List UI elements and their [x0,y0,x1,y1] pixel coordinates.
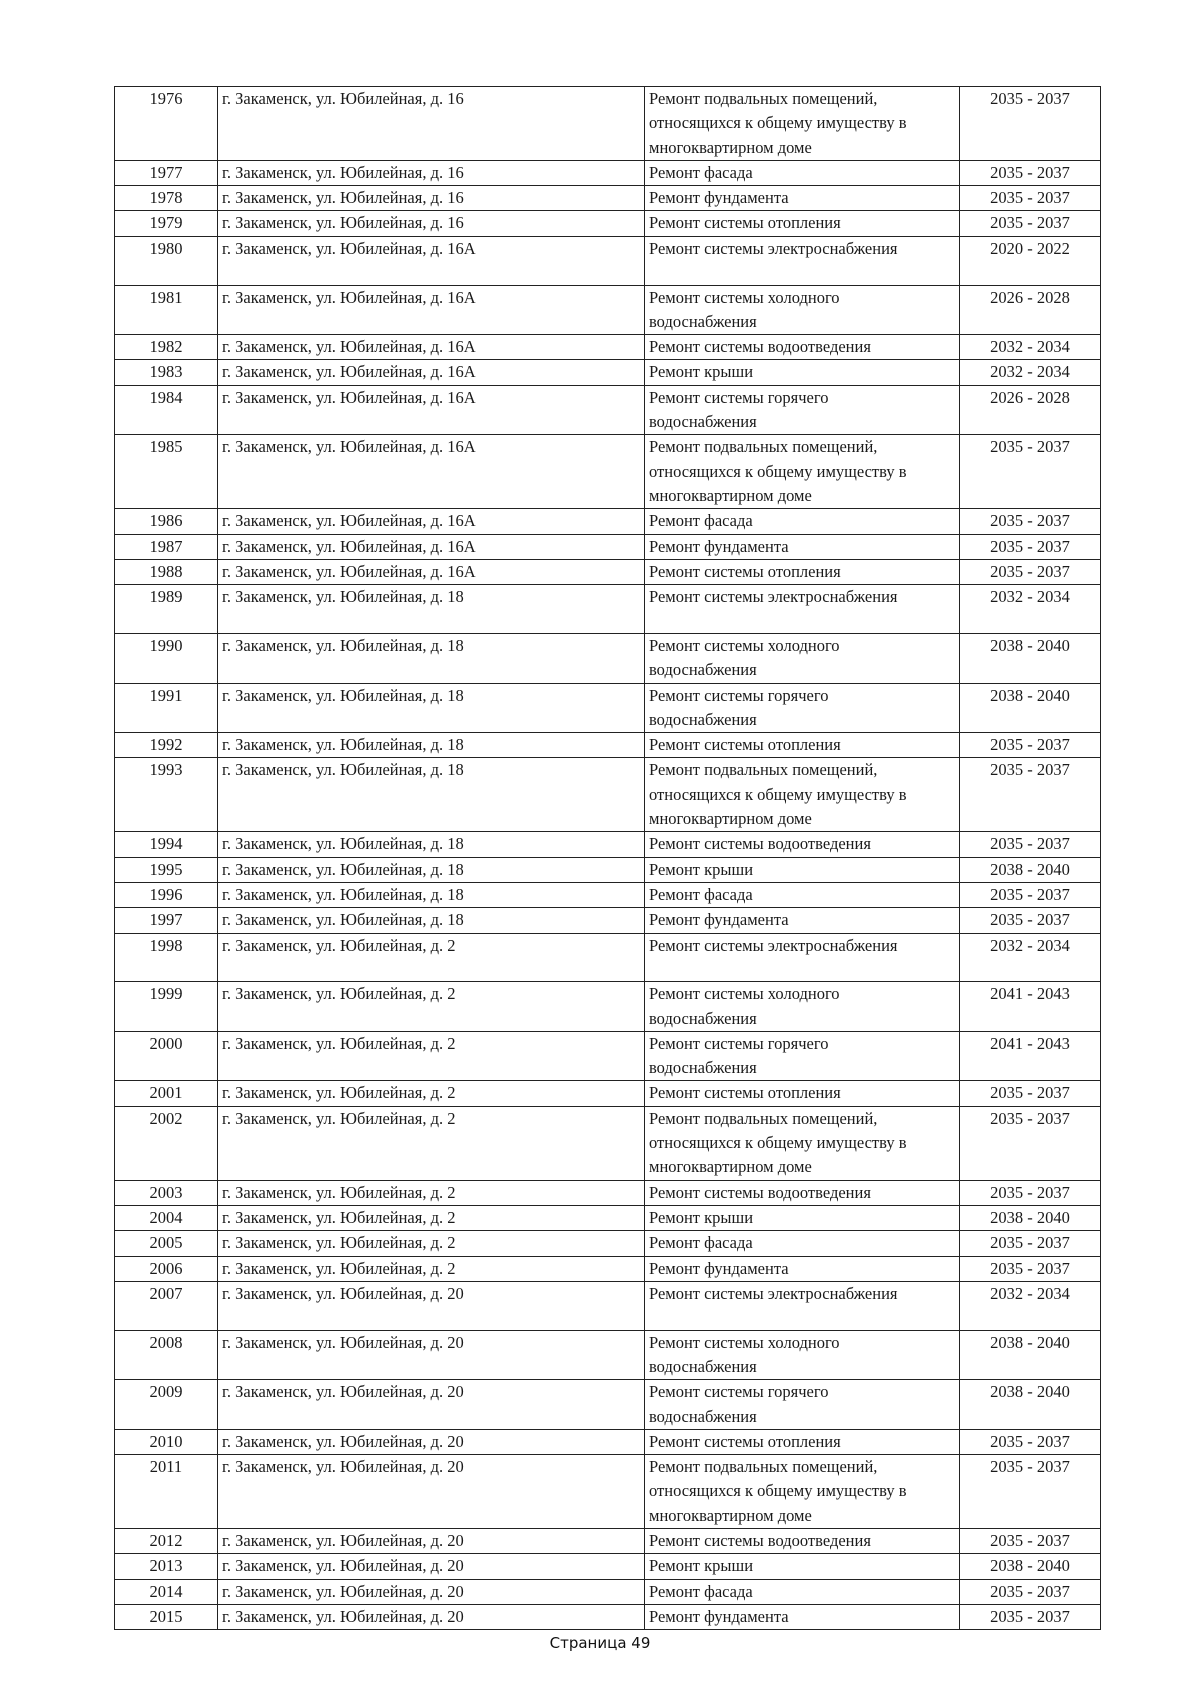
work-type-cell: Ремонт фасада [645,509,960,534]
period-cell: 2041 - 2043 [960,982,1101,1032]
work-type-cell: Ремонт фундамента [645,534,960,559]
work-type-cell: Ремонт системы отопления [645,211,960,236]
address-cell: г. Закаменск, ул. Юбилейная, д. 18 [218,758,645,832]
period-cell: 2035 - 2037 [960,435,1101,509]
period-cell: 2041 - 2043 [960,1031,1101,1081]
work-type-cell: Ремонт системы холодного водоснабжения [645,633,960,683]
table-row [115,982,1101,1032]
work-type-cell: Ремонт системы холодного водоснабжения [645,982,960,1032]
table-row [115,1031,1101,1081]
period-cell: 2035 - 2037 [960,1429,1101,1454]
period-cell: 2035 - 2037 [960,559,1101,584]
table-row [115,1281,1101,1330]
row-number-cell: 1977 [115,160,218,185]
address-cell: г. Закаменск, ул. Юбилейная, д. 20 [218,1330,645,1380]
period-cell: 2035 - 2037 [960,1455,1101,1529]
period-cell: 2038 - 2040 [960,683,1101,733]
address-cell: г. Закаменск, ул. Юбилейная, д. 16А [218,385,645,435]
address-cell: г. Закаменск, ул. Юбилейная, д. 20 [218,1429,645,1454]
address-cell: г. Закаменск, ул. Юбилейная, д. 16А [218,236,645,285]
address-cell: г. Закаменск, ул. Юбилейная, д. 2 [218,1031,645,1081]
address-cell: г. Закаменск, ул. Юбилейная, д. 20 [218,1579,645,1604]
period-cell: 2035 - 2037 [960,1256,1101,1281]
table-row [115,1380,1101,1430]
address-cell: г. Закаменск, ул. Юбилейная, д. 18 [218,633,645,683]
address-cell: г. Закаменск, ул. Юбилейная, д. 18 [218,882,645,907]
table-row [115,211,1101,236]
period-cell: 2020 - 2022 [960,236,1101,285]
period-cell: 2035 - 2037 [960,534,1101,559]
row-number-cell: 1986 [115,509,218,534]
table-row [115,385,1101,435]
address-cell: г. Закаменск, ул. Юбилейная, д. 2 [218,933,645,982]
row-number-cell: 1991 [115,683,218,733]
work-type-cell: Ремонт крыши [645,857,960,882]
table-row [115,1330,1101,1380]
period-cell: 2026 - 2028 [960,385,1101,435]
row-number-cell: 1990 [115,633,218,683]
address-cell: г. Закаменск, ул. Юбилейная, д. 2 [218,1231,645,1256]
repair-schedule-table [114,86,1101,1630]
address-cell: г. Закаменск, ул. Юбилейная, д. 16А [218,509,645,534]
work-type-cell: Ремонт системы отопления [645,1081,960,1106]
row-number-cell: 2014 [115,1579,218,1604]
table-row [115,1554,1101,1579]
address-cell: г. Закаменск, ул. Юбилейная, д. 18 [218,908,645,933]
period-cell: 2035 - 2037 [960,758,1101,832]
work-type-cell: Ремонт системы отопления [645,733,960,758]
table-row [115,733,1101,758]
table-row [115,1205,1101,1230]
address-cell: г. Закаменск, ул. Юбилейная, д. 18 [218,733,645,758]
period-cell: 2035 - 2037 [960,832,1101,857]
table-row [115,882,1101,907]
row-number-cell: 1978 [115,186,218,211]
row-number-cell: 1992 [115,733,218,758]
table-row [115,758,1101,832]
work-type-cell: Ремонт фасада [645,882,960,907]
work-type-cell: Ремонт крыши [645,360,960,385]
period-cell: 2035 - 2037 [960,160,1101,185]
address-cell: г. Закаменск, ул. Юбилейная, д. 2 [218,1256,645,1281]
row-number-cell: 1989 [115,585,218,634]
table-row [115,1231,1101,1256]
row-number-cell: 2002 [115,1106,218,1180]
address-cell: г. Закаменск, ул. Юбилейная, д. 16А [218,285,645,335]
address-cell: г. Закаменск, ул. Юбилейная, д. 18 [218,683,645,733]
table-row [115,1081,1101,1106]
table-row [115,360,1101,385]
period-cell: 2035 - 2037 [960,509,1101,534]
work-type-cell: Ремонт системы отопления [645,1429,960,1454]
work-type-cell: Ремонт подвальных помещений, относящихся к общему имуществу в многоквартирном доме [645,1455,960,1529]
period-cell: 2035 - 2037 [960,1231,1101,1256]
table-row [115,236,1101,285]
table-row [115,1256,1101,1281]
table-row [115,633,1101,683]
row-number-cell: 2003 [115,1180,218,1205]
work-type-cell: Ремонт фундамента [645,1256,960,1281]
table-row [115,285,1101,335]
address-cell: г. Закаменск, ул. Юбилейная, д. 16 [218,87,645,161]
row-number-cell: 1999 [115,982,218,1032]
row-number-cell: 2007 [115,1281,218,1330]
work-type-cell: Ремонт системы водоотведения [645,1529,960,1554]
work-type-cell: Ремонт системы горячего водоснабжения [645,385,960,435]
address-cell: г. Закаменск, ул. Юбилейная, д. 20 [218,1380,645,1430]
period-cell: 2038 - 2040 [960,1330,1101,1380]
work-type-cell: Ремонт системы водоотведения [645,832,960,857]
table-row [115,683,1101,733]
table-row [115,908,1101,933]
work-type-cell: Ремонт системы электроснабжения [645,1281,960,1330]
address-cell: г. Закаменск, ул. Юбилейная, д. 20 [218,1455,645,1529]
work-type-cell: Ремонт подвальных помещений, относящихся к общему имуществу в многоквартирном доме [645,87,960,161]
row-number-cell: 1988 [115,559,218,584]
period-cell: 2035 - 2037 [960,1604,1101,1629]
row-number-cell: 2000 [115,1031,218,1081]
period-cell: 2038 - 2040 [960,1554,1101,1579]
period-cell: 2032 - 2034 [960,335,1101,360]
table-row [115,585,1101,634]
address-cell: г. Закаменск, ул. Юбилейная, д. 2 [218,1106,645,1180]
work-type-cell: Ремонт фундамента [645,1604,960,1629]
row-number-cell: 2013 [115,1554,218,1579]
period-cell: 2035 - 2037 [960,882,1101,907]
table-row [115,1579,1101,1604]
address-cell: г. Закаменск, ул. Юбилейная, д. 18 [218,832,645,857]
table-row [115,87,1101,161]
address-cell: г. Закаменск, ул. Юбилейная, д. 16А [218,559,645,584]
period-cell: 2035 - 2037 [960,1529,1101,1554]
work-type-cell: Ремонт подвальных помещений, относящихся к общему имуществу в многоквартирном доме [645,435,960,509]
row-number-cell: 2001 [115,1081,218,1106]
address-cell: г. Закаменск, ул. Юбилейная, д. 18 [218,857,645,882]
address-cell: г. Закаменск, ул. Юбилейная, д. 18 [218,585,645,634]
row-number-cell: 2008 [115,1330,218,1380]
table-row [115,335,1101,360]
period-cell: 2032 - 2034 [960,933,1101,982]
work-type-cell: Ремонт фундамента [645,186,960,211]
work-type-cell: Ремонт системы холодного водоснабжения [645,1330,960,1380]
address-cell: г. Закаменск, ул. Юбилейная, д. 20 [218,1554,645,1579]
work-type-cell: Ремонт системы водоотведения [645,335,960,360]
work-type-cell: Ремонт системы холодного водоснабжения [645,285,960,335]
row-number-cell: 1987 [115,534,218,559]
row-number-cell: 1985 [115,435,218,509]
address-cell: г. Закаменск, ул. Юбилейная, д. 16А [218,435,645,509]
period-cell: 2035 - 2037 [960,1180,1101,1205]
row-number-cell: 1981 [115,285,218,335]
table-row [115,1106,1101,1180]
row-number-cell: 2011 [115,1455,218,1529]
table-row [115,1529,1101,1554]
row-number-cell: 1996 [115,882,218,907]
row-number-cell: 1993 [115,758,218,832]
address-cell: г. Закаменск, ул. Юбилейная, д. 20 [218,1529,645,1554]
table-row [115,933,1101,982]
table-row [115,857,1101,882]
work-type-cell: Ремонт крыши [645,1205,960,1230]
table-row [115,1604,1101,1629]
row-number-cell: 1998 [115,933,218,982]
period-cell: 2035 - 2037 [960,1106,1101,1180]
row-number-cell: 1995 [115,857,218,882]
row-number-cell: 1994 [115,832,218,857]
table-row [115,509,1101,534]
period-cell: 2038 - 2040 [960,1205,1101,1230]
period-cell: 2035 - 2037 [960,733,1101,758]
row-number-cell: 2012 [115,1529,218,1554]
row-number-cell: 2015 [115,1604,218,1629]
period-cell: 2035 - 2037 [960,1579,1101,1604]
table-row [115,1455,1101,1529]
address-cell: г. Закаменск, ул. Юбилейная, д. 2 [218,1205,645,1230]
period-cell: 2035 - 2037 [960,908,1101,933]
period-cell: 2032 - 2034 [960,585,1101,634]
address-cell: г. Закаменск, ул. Юбилейная, д. 16А [218,335,645,360]
table-row [115,559,1101,584]
work-type-cell: Ремонт крыши [645,1554,960,1579]
row-number-cell: 2005 [115,1231,218,1256]
row-number-cell: 1980 [115,236,218,285]
period-cell: 2032 - 2034 [960,360,1101,385]
period-cell: 2038 - 2040 [960,633,1101,683]
address-cell: г. Закаменск, ул. Юбилейная, д. 16А [218,534,645,559]
address-cell: г. Закаменск, ул. Юбилейная, д. 2 [218,982,645,1032]
work-type-cell: Ремонт системы электроснабжения [645,236,960,285]
address-cell: г. Закаменск, ул. Юбилейная, д. 2 [218,1180,645,1205]
work-type-cell: Ремонт системы водоотведения [645,1180,960,1205]
work-type-cell: Ремонт фасада [645,1579,960,1604]
period-cell: 2035 - 2037 [960,211,1101,236]
address-cell: г. Закаменск, ул. Юбилейная, д. 20 [218,1281,645,1330]
work-type-cell: Ремонт подвальных помещений, относящихся к общему имуществу в многоквартирном доме [645,758,960,832]
row-number-cell: 2004 [115,1205,218,1230]
address-cell: г. Закаменск, ул. Юбилейная, д. 2 [218,1081,645,1106]
work-type-cell: Ремонт подвальных помещений, относящихся к общему имуществу в многоквартирном доме [645,1106,960,1180]
period-cell: 2038 - 2040 [960,857,1101,882]
period-cell: 2035 - 2037 [960,186,1101,211]
table-row [115,832,1101,857]
work-type-cell: Ремонт фасада [645,1231,960,1256]
address-cell: г. Закаменск, ул. Юбилейная, д. 16 [218,186,645,211]
address-cell: г. Закаменск, ул. Юбилейная, д. 16А [218,360,645,385]
work-type-cell: Ремонт фасада [645,160,960,185]
row-number-cell: 1982 [115,335,218,360]
work-type-cell: Ремонт системы электроснабжения [645,585,960,634]
work-type-cell: Ремонт системы отопления [645,559,960,584]
row-number-cell: 2009 [115,1380,218,1430]
work-type-cell: Ремонт системы горячего водоснабжения [645,1031,960,1081]
work-type-cell: Ремонт системы горячего водоснабжения [645,1380,960,1430]
row-number-cell: 1979 [115,211,218,236]
page-number: Страница 49 [549,1634,651,1652]
address-cell: г. Закаменск, ул. Юбилейная, д. 20 [218,1604,645,1629]
row-number-cell: 2010 [115,1429,218,1454]
table-row [115,160,1101,185]
row-number-cell: 1983 [115,360,218,385]
address-cell: г. Закаменск, ул. Юбилейная, д. 16 [218,211,645,236]
table-row [115,1429,1101,1454]
period-cell: 2035 - 2037 [960,1081,1101,1106]
period-cell: 2038 - 2040 [960,1380,1101,1430]
table-body [115,87,1101,1630]
row-number-cell: 2006 [115,1256,218,1281]
table-row [115,1180,1101,1205]
period-cell: 2026 - 2028 [960,285,1101,335]
table-row [115,534,1101,559]
row-number-cell: 1997 [115,908,218,933]
address-cell: г. Закаменск, ул. Юбилейная, д. 16 [218,160,645,185]
row-number-cell: 1976 [115,87,218,161]
work-type-cell: Ремонт системы горячего водоснабжения [645,683,960,733]
table-row [115,435,1101,509]
table-row [115,186,1101,211]
work-type-cell: Ремонт системы электроснабжения [645,933,960,982]
work-type-cell: Ремонт фундамента [645,908,960,933]
row-number-cell: 1984 [115,385,218,435]
period-cell: 2035 - 2037 [960,87,1101,161]
period-cell: 2032 - 2034 [960,1281,1101,1330]
